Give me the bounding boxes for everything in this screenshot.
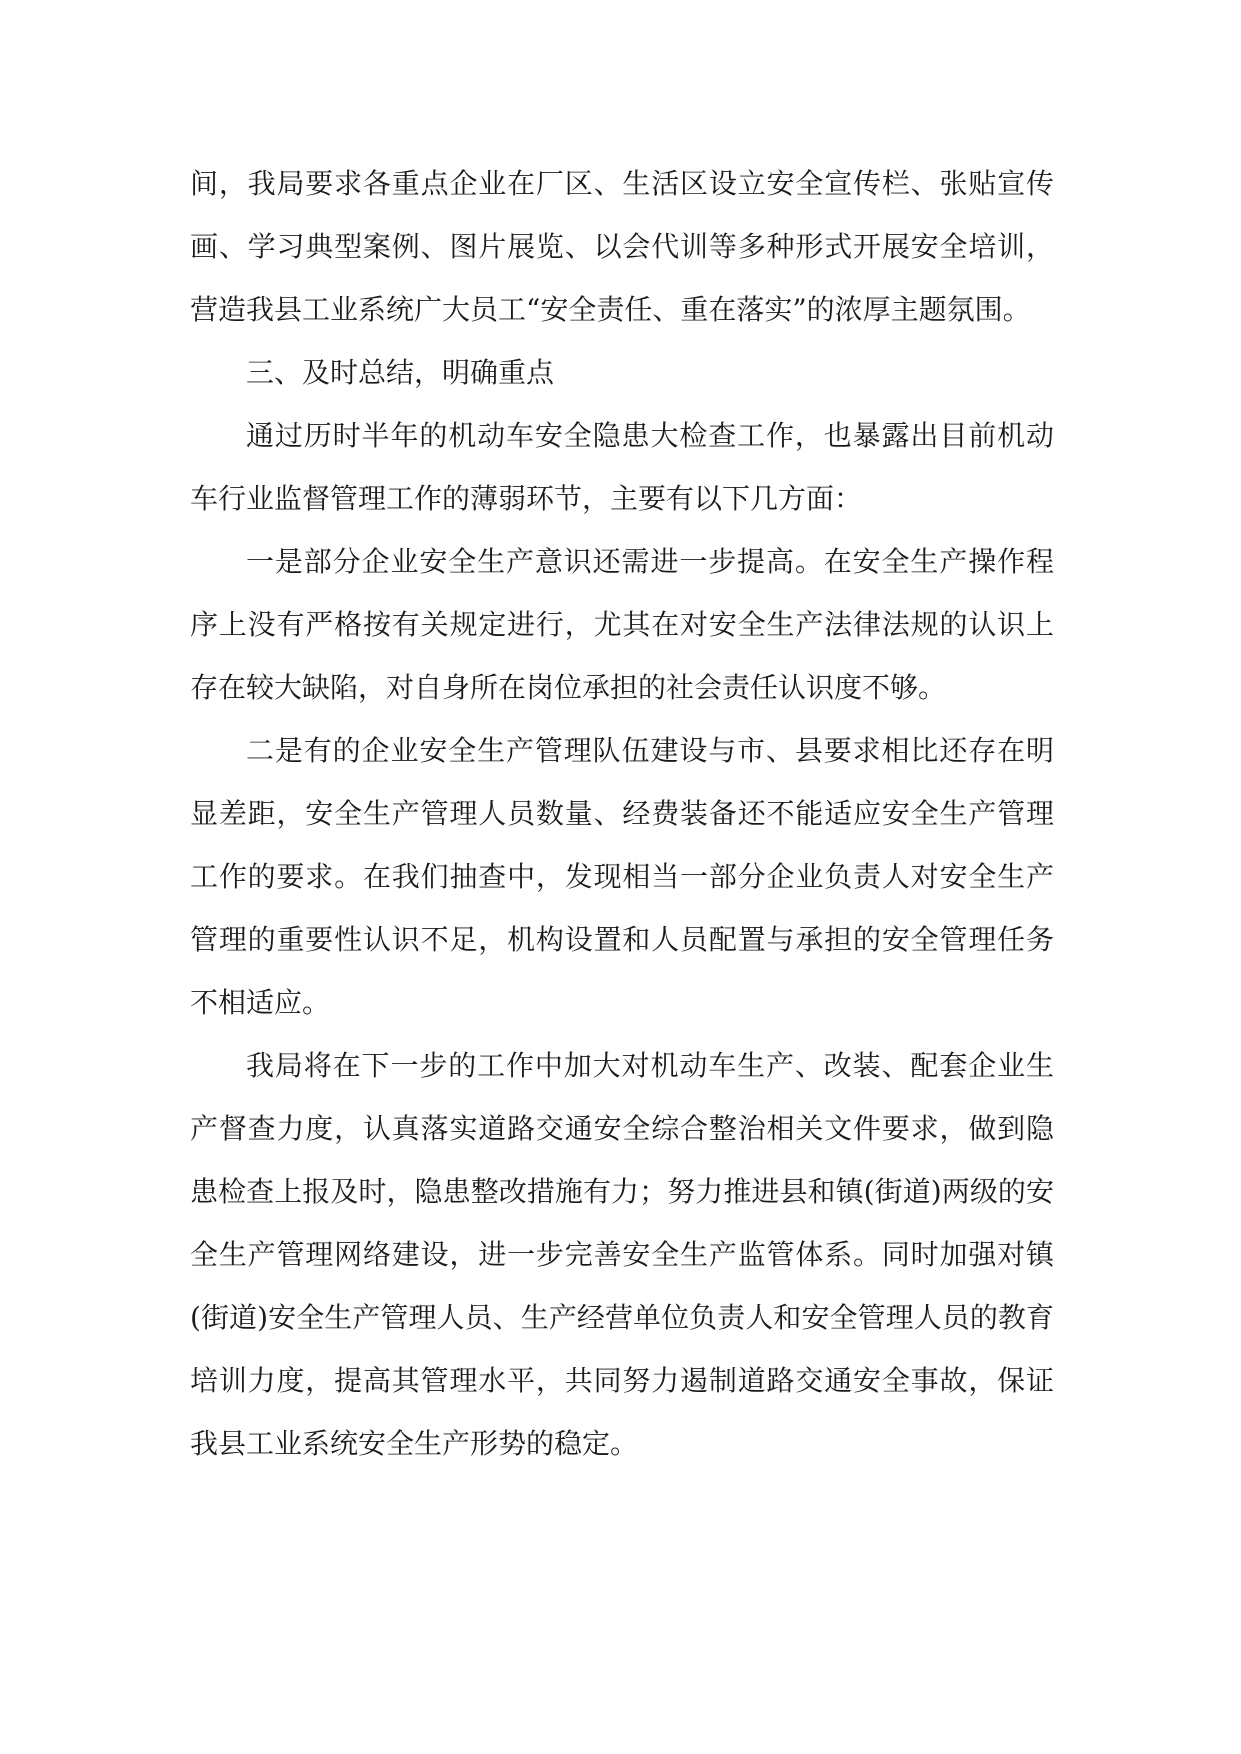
paragraph-next-steps: 我局将在下一步的工作中加大对机动车生产、改装、配套企业生产督查力度，认真落实道路交通安全综合整治相关文件要求，做到隐患检查上报及时，隐患整改措施有力；努力推进县和镇(街道)两级的安全生产管理网络建设，进一步完善安全生产监管体系。同时加强对镇(街道)安全生产管理人员、生产经营单位负责人和安全管理人员的教育培训力度，提高其管理水平，共同努力遏制道路交通安全事故，保证我县工业系统安全生产形势的稳定。: [190, 1049, 1054, 1460]
section-heading: 三、及时总结，明确重点: [246, 356, 555, 389]
paragraph-intro: 通过历时半年的机动车安全隐患大检查工作，也暴露出目前机动车行业监督管理工作的薄弱环节，主要有以下几方面：: [190, 419, 1054, 515]
paragraph-point-2: 二是有的企业安全生产管理队伍建设与市、县要求相比还存在明显差距，安全生产管理人员数量、经费装备还不能适应安全生产管理工作的要求。在我们抽查中，发现相当一部分企业负责人对安全生产管理的重要性认识不足，机构设置和人员配置与承担的安全管理任务不相适应。: [190, 734, 1054, 1019]
document-body: [190, 152, 1054, 1475]
paragraph-continuation: 间，我局要求各重点企业在厂区、生活区设立安全宣传栏、张贴宣传画、学习典型案例、图片展览、以会代训等多种形式开展安全培训，营造我县工业系统广大员工“安全责任、重在落实”的浓厚主题氛围。: [190, 167, 1054, 326]
paragraph-point-1: 一是部分企业安全生产意识还需进一步提高。在安全生产操作程序上没有严格按有关规定进行，尤其在对安全生产法律法规的认识上存在较大缺陷，对自身所在岗位承担的社会责任认识度不够。: [190, 545, 1054, 704]
